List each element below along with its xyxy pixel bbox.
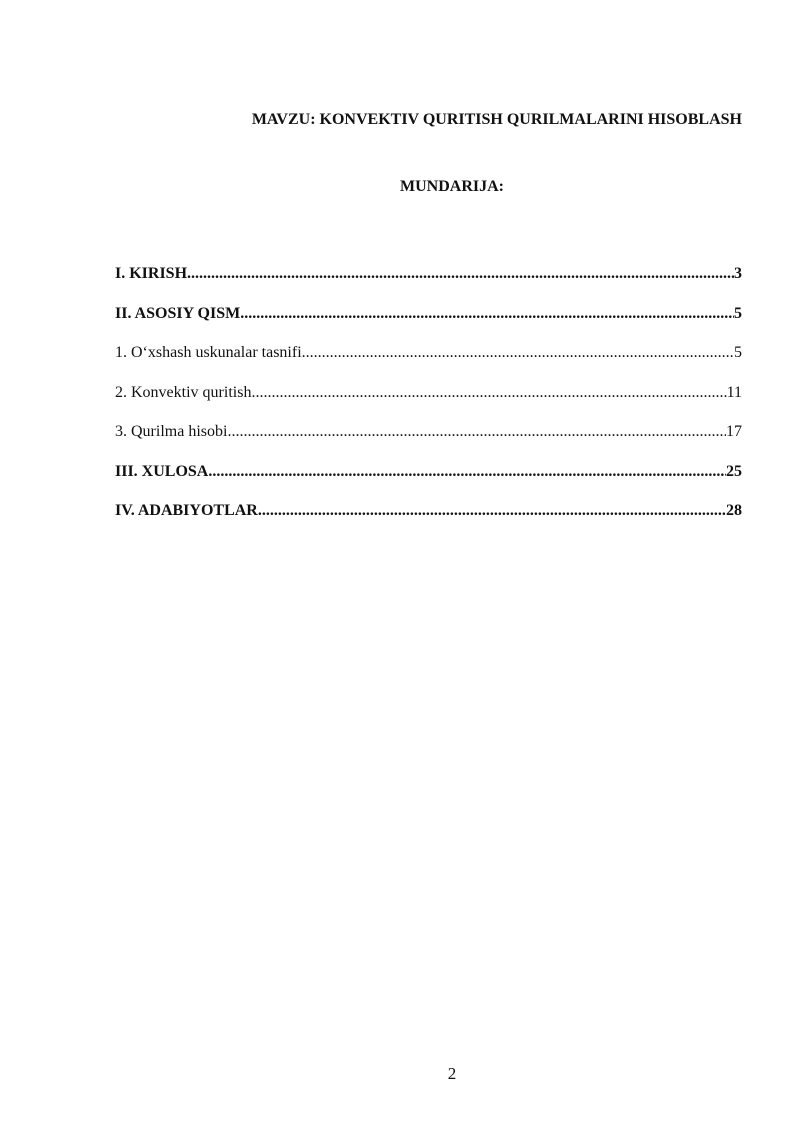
toc-entry-page: 5 <box>734 304 742 322</box>
toc-entry-page: 25 <box>726 462 742 480</box>
toc-heading: MUNDARIJA: <box>400 178 504 195</box>
toc-entry-adabiyotlar[interactable] <box>115 499 742 539</box>
toc-entry-label: IV. ADABIYOTLAR <box>115 502 258 519</box>
toc-entry-page: 5 <box>734 344 742 361</box>
toc-dot-leader <box>208 460 726 484</box>
toc-dot-leader <box>251 381 726 405</box>
toc-entry-oxshash-uskunalar[interactable] <box>115 341 742 381</box>
toc-entry-asosiy-qism[interactable] <box>115 302 742 342</box>
toc-dot-leader <box>302 341 734 365</box>
toc-entry-label: I. KIRISH <box>115 265 188 282</box>
toc-entry-label: 3. Qurilma hisobi <box>115 423 228 440</box>
toc-entry-label: II. ASOSIY QISM <box>115 304 241 322</box>
toc-entry-qurilma-hisobi[interactable] <box>115 420 742 460</box>
toc-entry-page: 11 <box>726 383 742 401</box>
toc-dot-leader <box>187 262 734 286</box>
toc-entry-label: 2. Konvektiv quritish <box>115 383 252 401</box>
table-of-contents <box>115 262 742 539</box>
topic-title: MAVZU: KONVEKTIV QURITISH QURILMALARINI HISOBLASH <box>251 111 742 128</box>
toc-entry-konvektiv-quritish[interactable] <box>115 381 742 421</box>
toc-entry-page: 17 <box>726 423 742 440</box>
toc-entry-label: 1. O‘xshash uskunalar tasnifi <box>115 344 302 361</box>
toc-dot-leader <box>227 420 726 444</box>
toc-dot-leader <box>258 499 726 523</box>
page-number: 2 <box>447 1064 457 1083</box>
toc-entry-kirish[interactable] <box>115 262 742 302</box>
toc-entry-label: III. XULOSA <box>115 462 209 480</box>
toc-entry-page: 3 <box>734 265 742 282</box>
toc-dot-leader <box>240 302 734 326</box>
toc-entry-xulosa[interactable] <box>115 460 742 500</box>
toc-entry-page: 28 <box>726 502 742 519</box>
